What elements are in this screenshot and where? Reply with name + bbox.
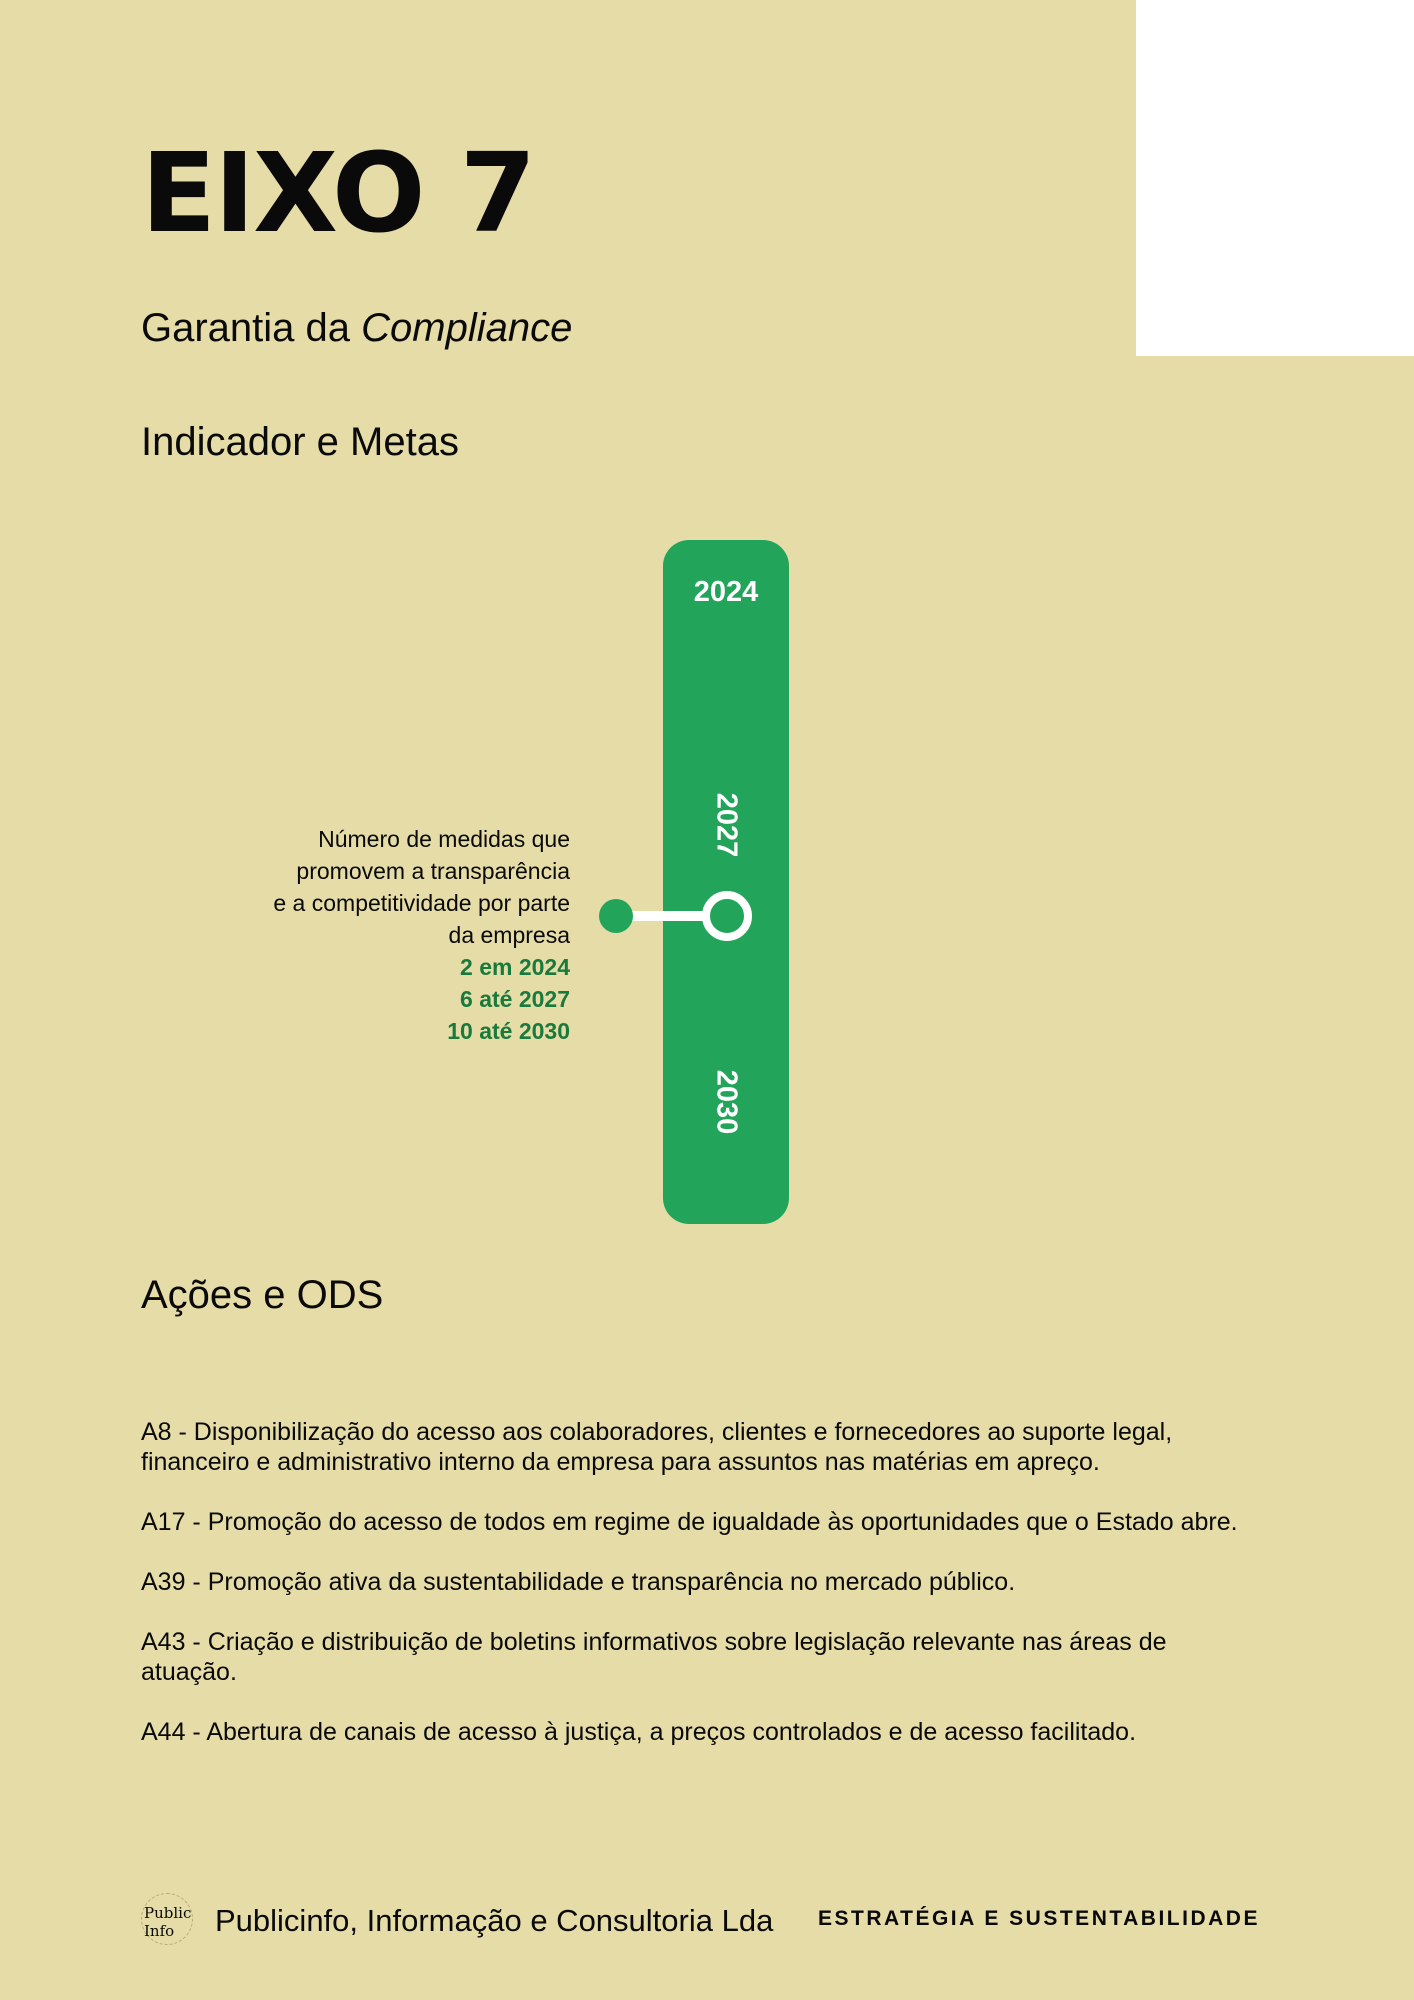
action-item: A8 - Disponibilização do acesso aos colaboradores, clientes e fornecedores ao suporte legal, financeiro e administrativo interno da empresa para assuntos nas matérias em apreço. [141,1418,1173,1476]
goal-2030: 10 até 2030 [447,1018,570,1044]
company-logo [141,1893,193,1945]
goal-2024: 2 em 2024 [460,954,570,980]
subtitle-emphasis: Compliance [361,306,573,350]
actions-section-title: Ações e ODS [141,1273,384,1317]
action-item: A17 - Promoção do acesso de todos em regime de igualdade às oportunidades que o Estado abre. [141,1508,1238,1536]
logo-text-line: Public [144,1904,192,1922]
indicators-section-title: Indicador e Metas [141,420,459,464]
corner-white-block [1136,0,1414,356]
footer-tagline: ESTRATÉGIA E SUSTENTABILIDADE [818,1907,1260,1930]
company-name: Publicinfo, Informação e Consultoria Lda [215,1903,774,1938]
page-subtitle [141,306,572,351]
indicator-description-line: Número de medidas que [318,826,570,852]
indicator-description-line: da empresa [448,922,570,948]
goal-2027: 6 até 2027 [460,986,570,1012]
indicator-description-line: e a competitividade por parte [273,890,570,916]
actions-list [141,1417,1261,1777]
indicator-description-line: promovem a transparência [296,858,570,884]
timeline-year-2027: 2027 [710,792,743,858]
action-item: A44 - Abertura de canais de acesso à justiça, a preços controlados e de acesso facilitado. [141,1718,1137,1746]
subtitle-prefix: Garantia da [141,306,362,350]
indicator-dot-icon [599,899,633,933]
timeline-marker-ring-icon [702,891,752,941]
page-title: EIXO 7 [141,129,535,257]
indicator-block [250,823,570,1047]
logo-text-line: Info [144,1922,175,1940]
action-item: A39 - Promoção ativa da sustentabilidade e transparência no mercado público. [141,1568,1016,1596]
timeline-year-2024: 2024 [693,576,759,608]
timeline-year-2030: 2030 [710,1069,743,1135]
action-item: A43 - Criação e distribuição de boletins informativos sobre legislação relevante nas áreas de atuação. [141,1628,1167,1686]
timeline-bar [663,540,789,1224]
